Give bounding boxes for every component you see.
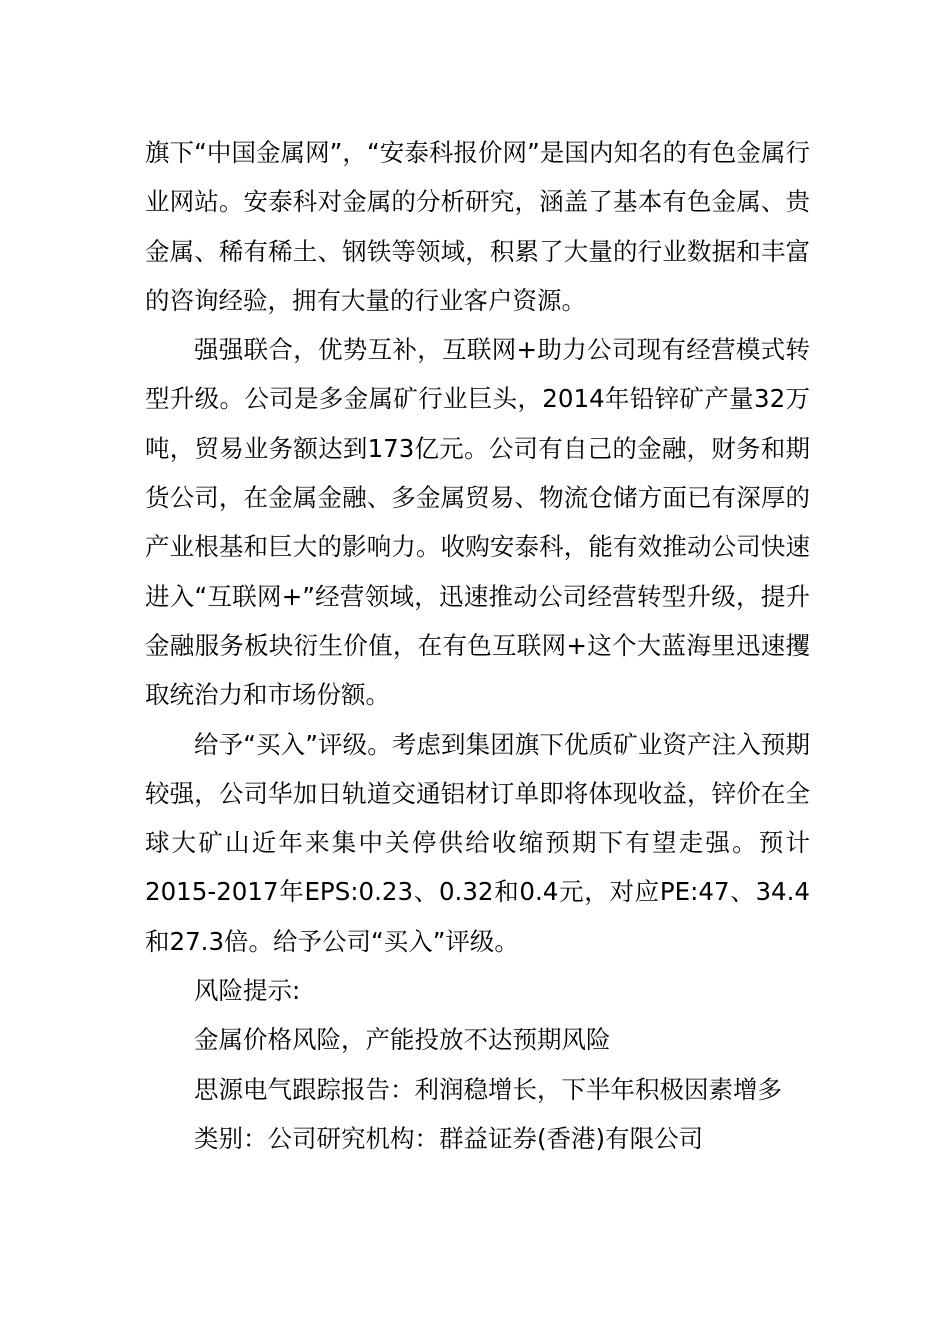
- paragraph-risk-heading: 风险提示:: [194, 976, 301, 1006]
- document-body: [145, 128, 810, 1163]
- paragraph-internet-plus: 强强联合，优势互补，互联网+助力公司现有经营模式转型升级。公司是多金属矿行业巨头，2014年铅锌矿产量32万吨，贸易业务额达到173亿元。公司有自己的金融，财务和期货公司，在金属金融、多金属贸易、物流仓储方面已有深厚的产业根基和巨大的影响力。收购安泰科，能有效推动公司快速进入“互联网+”经营领域，迅速推动公司经营转型升级，提升金融服务板块衍生价值，在有色互联网+这个大蓝海里迅速攫取统治力和市场份额。: [145, 335, 810, 710]
- paragraph-buy-rating: 给予“买入”评级。考虑到集团旗下优质矿业资产注入预期较强，公司华加日轨道交通铝材订单即将体现收益，锌价在全球大矿山近年来集中关停供给收缩预期下有望走强。预计2015-2017年EPS:0.23、0.32和0.4元，对应PE:47、34.4和27.3倍。给予公司“买入”评级。: [145, 729, 810, 956]
- paragraph-metal-websites: 旗下“中国金属网”，“安泰科报价网”是国内知名的有色金属行业网站。安泰科对金属的分析研究，涵盖了基本有色金属、贵金属、稀有稀土、钢铁等领域，积累了大量的行业数据和丰富的咨询经验，拥有大量的行业客户资源。: [145, 138, 810, 315]
- paragraph-risk-items: 金属价格风险，产能投放不达预期风险: [194, 1025, 611, 1055]
- paragraph-category-institution: 类别：公司研究机构：群益证券(香港)有限公司: [194, 1123, 704, 1153]
- paragraph-report-title: 思源电气跟踪报告：利润稳增长，下半年积极因素增多: [194, 1074, 782, 1104]
